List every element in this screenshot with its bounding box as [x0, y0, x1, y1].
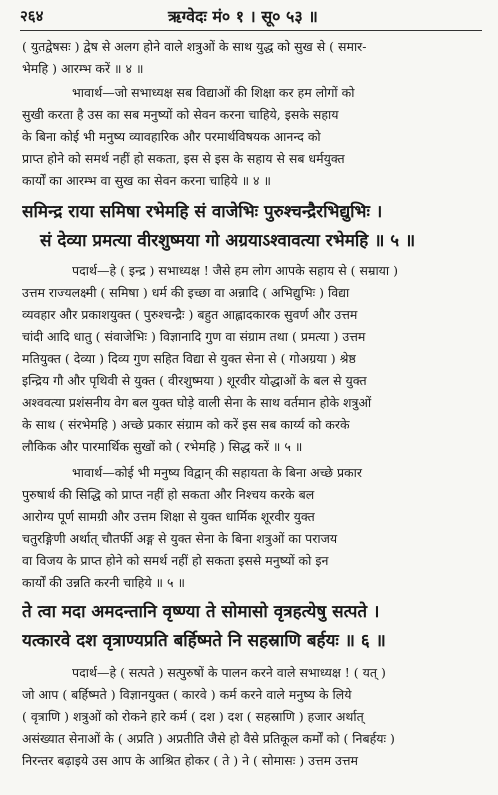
verse-line: समिन्द्र राया समिषा रभेमहि सं वाजेभिः पुरुश्चन्द्रैरभिद्युभिः ।	[22, 202, 383, 222]
verse-line: सं देव्या प्रमत्या वीरशुष्मया गो अग्रयाऽश्वावत्या रभेमहि ॥ ५ ॥	[40, 231, 416, 251]
padartha-6	[22, 662, 484, 772]
text-line: ( युतद्वेषसः ) द्वेष से अलग होने वाले शत्रुओं के साथ युद्ध को सुख से ( समार-	[22, 39, 367, 54]
header-rule	[20, 30, 482, 31]
text-line: जो आप ( बर्हिष्मते ) विज्ञानयुक्त ( कारवे ) कर्म करने वाले मनुष्य के लिये	[22, 687, 352, 702]
padartha-5	[22, 260, 484, 458]
text-line: अश्ववत्या प्रशंसनीय वेग बल युक्त घोड़े वाली सेना के साथ वर्तमान होके शत्रुओं	[22, 395, 372, 410]
page-header	[0, 4, 498, 30]
text-line: पदार्थ—हे ( सत्पते ) सत्पुरुषों के पालन करने वाले सभाध्यक्ष ! ( यत् )	[72, 665, 386, 680]
text-line: के बिना कोई भी मनुष्य व्यावहारिक और परमार्थविषयक आनन्द को	[22, 129, 321, 144]
mantra-6	[22, 598, 484, 656]
text-line: ( वृत्राणि ) शत्रुओं को रोकने हारे कर्म ( दश ) दश ( सहस्राणि ) हजार अर्थात्	[22, 709, 364, 724]
text-line: असंख्यात सेनाओं के ( अप्रति ) अप्रतीति जैसे हो वैसे प्रतिकूल कर्मों को ( निबर्हयः )	[22, 731, 395, 746]
text-line: लौकिक और पारमार्थिक सुखों को ( रभेमहि ) सिद्ध करें ॥ ५ ॥	[22, 439, 303, 454]
text-line: कार्यों का आरम्भ वा सुख का सेवन करना चाहिये ॥ ४ ॥	[22, 173, 271, 188]
text-line: पुरुषार्थ की सिद्धि को प्राप्त नहीं हो सकता और निश्चय करके बल	[22, 487, 315, 502]
text-line: चांदी आदि धातु ( संवाजेभिः ) विज्ञानादि गुण वा संग्राम तथा ( प्रमत्या ) उत्तम	[22, 329, 366, 344]
text-line: वा विजय के प्राप्त होने को समर्थ नहीं हो सकता इससे मनुष्यों को इन	[22, 553, 329, 568]
intro-paragraph	[22, 36, 484, 80]
text-line: भेमहि ) आरम्भ करें ॥ ४ ॥	[22, 61, 144, 76]
text-line: प्राप्त होने को समर्थ नहीं हो सकता, इस से इस के सहाय से सब धर्मयुक्त	[22, 151, 345, 166]
text-line: पदार्थ—हे ( इन्द्र ) सभाध्यक्ष ! जैसे हम लोग आपके सहाय से ( सम्राया )	[72, 263, 399, 278]
text-line: सुखी करता है उस का सब मनुष्यों को सेवन करना चाहिये, इसके सहाय	[22, 107, 339, 122]
text-line: व्यवहार और प्रकाशयुक्त ( पुरुश्चन्द्रैः ) बहुत आह्लादकारक सुवर्ण और उत्तम	[22, 307, 358, 322]
text-line: उत्तम राज्यलक्ष्मी ( समिषा ) धर्म की इच्छा वा अन्नादि ( अभिद्युभिः ) विद्या	[22, 285, 350, 300]
running-title: ऋग्वेदः मं० १ । सू० ५३ ॥	[168, 7, 318, 26]
bhavartha-5	[22, 462, 484, 594]
text-line: कार्यों की उन्नति करनी चाहिये ॥ ५ ॥	[22, 575, 185, 590]
page-number: २६४	[20, 7, 44, 25]
verse-line: यत्कारवे दश वृत्राण्यप्रति बर्हिष्मते नि सहस्राणि बर्हयः ॥ ६ ॥	[22, 631, 386, 651]
text-line: भावार्थ—जो सभाध्यक्ष सब विद्याओं की शिक्षा कर हम लोगों को	[72, 85, 355, 100]
verse-line: ते त्वा मदा अमदन्तानि वृष्ण्या ते सोमासो वृत्रहत्येषु सत्पते ।	[22, 602, 380, 622]
text-line: चतुरङ्गिणी अर्थात् चौतर्फी अङ्ग से युक्त सेना के बिना शत्रुओं का पराजय	[22, 531, 338, 546]
text-line: भावार्थ—कोई भी मनुष्य विद्वान् की सहायता के बिना अच्छे प्रकार	[72, 465, 363, 480]
text-line: निरन्तर बढ़ाइये उस आप के आश्रित होकर ( ते ) ने ( सोमासः ) उत्तम उत्तम	[22, 753, 358, 768]
text-line: मतियुक्त ( देव्या ) दिव्य गुण सहित विद्या से युक्त सेना से ( गोअग्रया ) श्रेष्ठ	[22, 351, 356, 366]
mantra-5	[22, 198, 484, 256]
text-line: इन्द्रिय गौ और पृथिवी से युक्त ( वीरशुष्मया ) शूरवीर योद्धाओं के बल से युक्त	[22, 373, 367, 388]
bhavartha-4	[22, 82, 484, 192]
text-line: के साथ ( संरभेमहि ) अच्छे प्रकार संग्राम को करें इस सब कार्य्य को करके	[22, 417, 350, 432]
text-line: आरोग्य पूर्ण सामग्री और उत्तम शिक्षा से युक्त धार्मिक शूरवीर युक्त	[22, 509, 315, 524]
